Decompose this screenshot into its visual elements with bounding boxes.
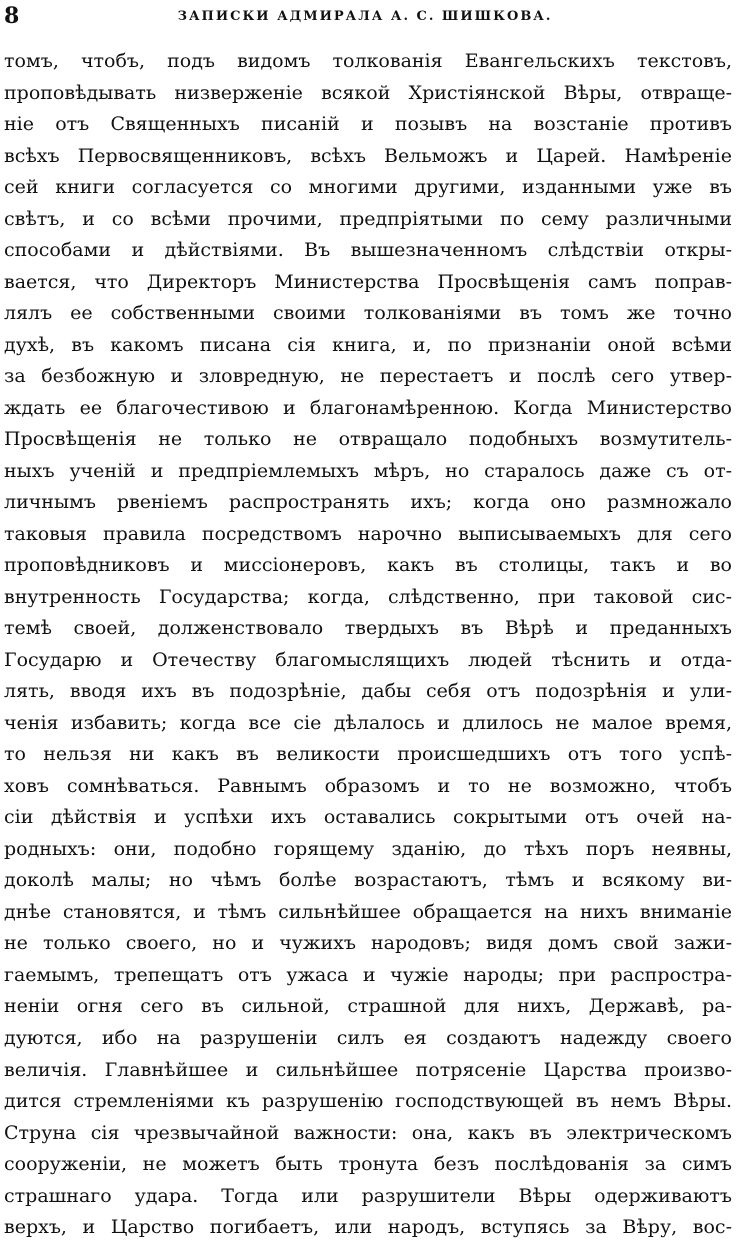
text-line: лять, вводя ихъ въ подозрѣніе, дабы себя отъ подозрѣнія и ули- xyxy=(4,680,732,703)
text-line: томъ, чтобъ, подъ видомъ толкованія Евангельскихъ текстовъ, xyxy=(4,50,732,72)
text-line: величія. Главнѣйшее и сильнѣйшее потрясеніе Царства произво- xyxy=(4,1058,732,1081)
text-line: всѣхъ Первосвященниковъ, всѣхъ Вельможъ и Царей. Намѣреніе xyxy=(4,144,732,167)
text-line: ченія избавить; когда все сіе дѣлалось и длилось не малое время, xyxy=(4,711,732,734)
text-line: лялъ ее собственными своими толкованіями въ томъ же точно xyxy=(4,302,732,325)
text-line: проповѣдывать низверженіе всякой Христіянской Вѣры, отвраще- xyxy=(4,81,732,104)
text-line: ждать ее благочестивою и благонамѣренною. Когда Министерство xyxy=(4,396,732,419)
text-line: духѣ, въ какомъ писана сія книга, и, по признаніи оной всѣми xyxy=(4,333,732,356)
text-line: личнымъ рвеніемъ распространять ихъ; когда оно размножало xyxy=(4,491,732,514)
text-line: Государю и Отечеству благомыслящихъ людей тѣснить и отда- xyxy=(4,648,732,671)
text-line: не только своего, но и чужихъ народовъ; видя домъ свой зажи- xyxy=(4,932,732,955)
text-line: доколѣ малы; но чѣмъ болѣе возрастаютъ, тѣмъ и всякому ви- xyxy=(4,869,732,892)
text-line: Просвѣщенія не только не отвращало подобныхъ возмутитель- xyxy=(4,428,732,451)
text-line: сіи дѣйствія и успѣхи ихъ оставались сокрытыми отъ очей на- xyxy=(4,806,732,829)
running-head xyxy=(4,4,726,30)
text-line: сооруженіи, не можетъ быть тронута безъ послѣдованія за симъ xyxy=(4,1153,732,1176)
text-line: внутренность Государства; когда, слѣдственно, при таковой сис- xyxy=(4,585,732,608)
text-line: сей книги согласуется со многими другими, изданными уже въ xyxy=(4,176,732,199)
page-number: 8 xyxy=(4,3,20,29)
text-line: дится стремленіями къ разрушенію господствующей въ немъ Вѣры. xyxy=(4,1090,732,1113)
text-line: неніи огня сего въ сильной, страшной для нихъ, Державѣ, ра- xyxy=(4,995,732,1018)
text-line: проповѣдниковъ и миссіонеровъ, какъ въ столицы, такъ и во xyxy=(4,554,732,577)
text-line: способами и дѣйствіями. Въ вышезначенномъ слѣдствіи откры- xyxy=(4,239,732,262)
body-text xyxy=(4,46,732,1244)
text-line: свѣтъ, и со всѣми прочими, предпріятыми по сему различными xyxy=(4,207,732,230)
text-line: дуются, ибо на разрушеніи силъ ея создаютъ надежду своего xyxy=(4,1026,732,1049)
text-line: то нельзя ни какъ въ великости происшедшихъ отъ того успѣ- xyxy=(4,743,732,766)
text-line: вается, что Директоръ Министерства Просвѣщенія самъ поправ- xyxy=(4,270,732,293)
text-line: гаемымъ, трепещатъ отъ ужаса и чужіе народы; при распростра- xyxy=(4,963,732,986)
text-line: днѣе становятся, и тѣмъ сильнѣйшее обращается на нихъ вниманіе xyxy=(4,900,732,923)
text-line: за безбожную и зловредную, не перестаетъ и послѣ сего утвер- xyxy=(4,365,732,388)
text-line: ніе отъ Священныхъ писаній и позывъ на возстаніе противъ xyxy=(4,113,732,136)
running-head-title: ЗАПИСКИ АДМИРАЛА А. С. ШИШКОВА. xyxy=(177,9,553,24)
text-line: верхъ, и Царство погибаетъ, или народъ, вступясь за Вѣру, вос- xyxy=(4,1216,732,1239)
text-line: темѣ своей, долженствовало твердыхъ въ Вѣрѣ и преданныхъ xyxy=(4,617,732,640)
text-line: ныхъ ученій и предпріемлемыхъ мѣръ, но старалось даже съ от- xyxy=(4,459,732,482)
text-line: родныхъ: они, подобно горящему зданію, до тѣхъ поръ неявны, xyxy=(4,837,732,860)
text-line: Струна сія чрезвычайной важности: она, какъ въ электрическомъ xyxy=(4,1121,732,1144)
text-line: ховъ сомнѣваться. Равнымъ образомъ и то не возможно, чтобъ xyxy=(4,774,732,797)
text-line: страшнаго удара. Тогда или разрушители Вѣры одерживаютъ xyxy=(4,1184,732,1207)
text-line: таковыя правила посредствомъ нарочно выписываемыхъ для сего xyxy=(4,522,732,545)
